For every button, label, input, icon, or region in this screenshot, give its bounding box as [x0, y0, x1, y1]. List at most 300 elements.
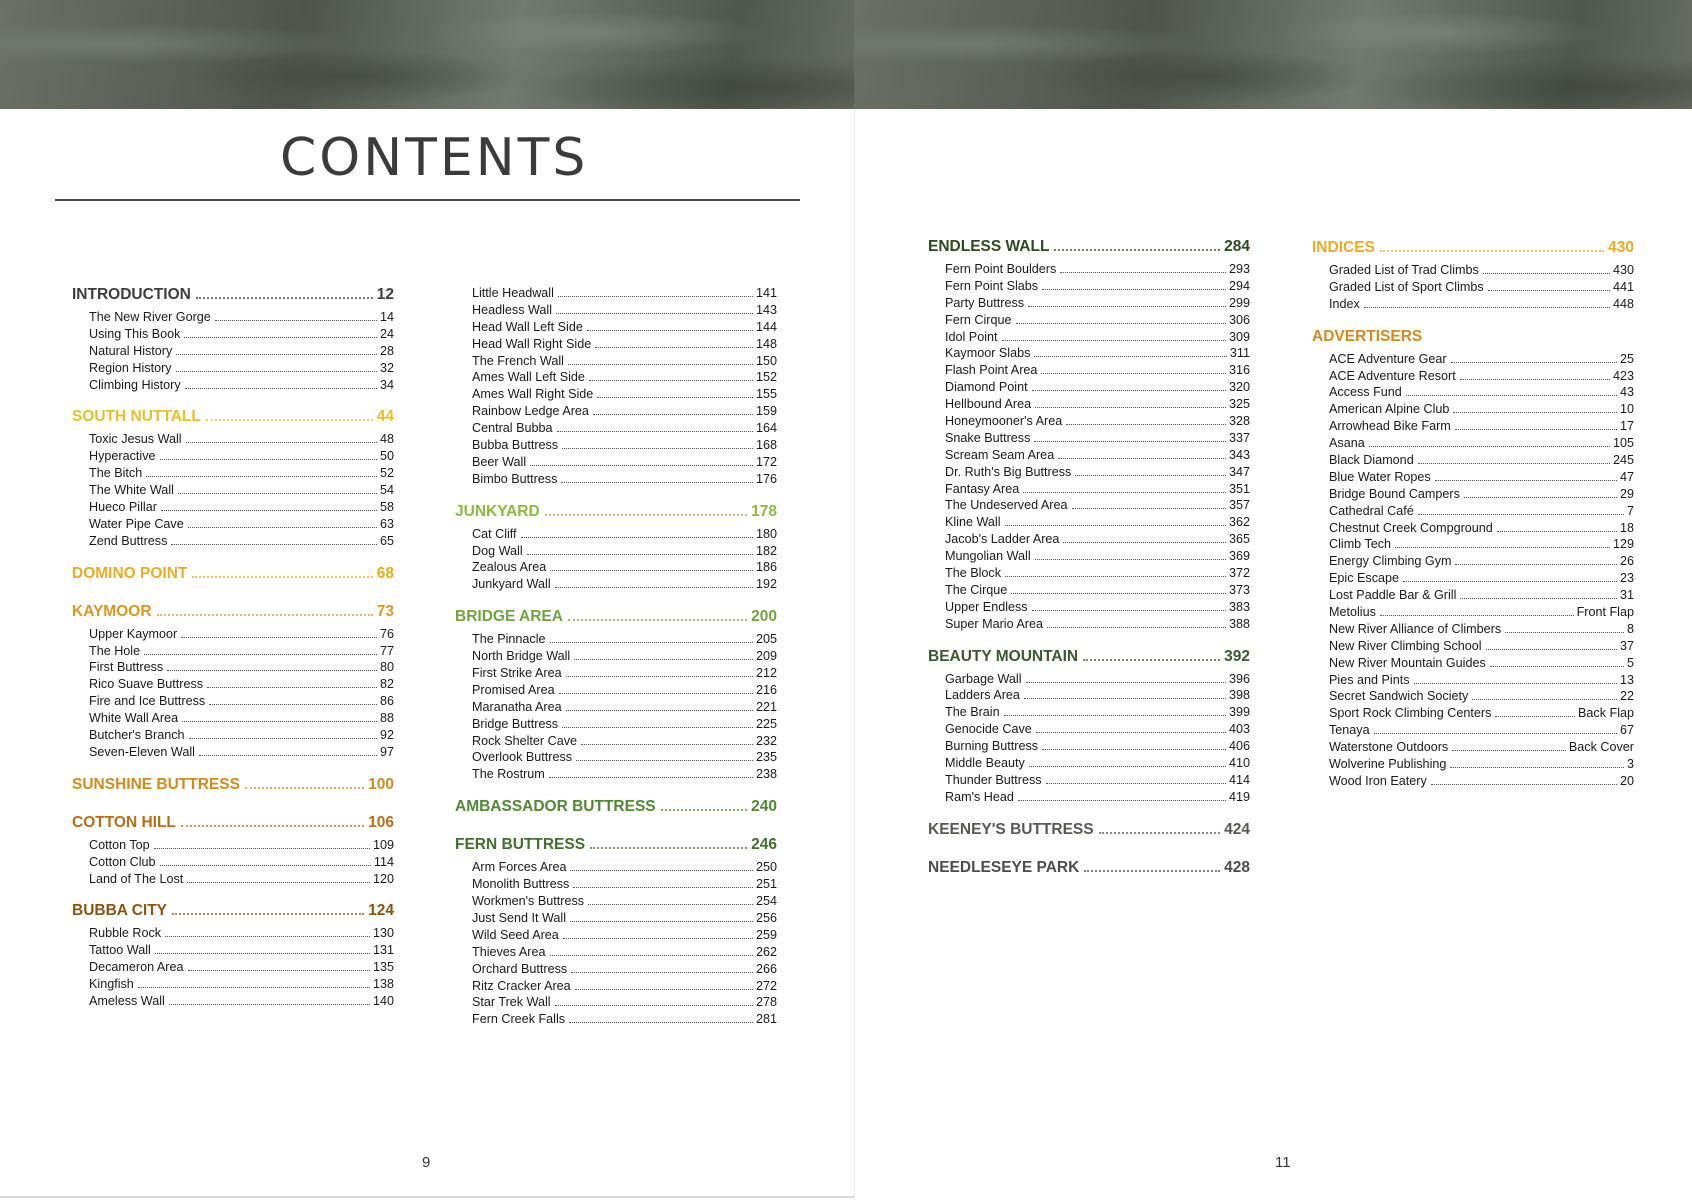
dot-leader [1406, 395, 1617, 396]
toc-entry[interactable] [472, 577, 777, 594]
toc-entry[interactable] [89, 517, 394, 534]
toc-entry[interactable] [472, 472, 777, 489]
toc-entry[interactable] [1329, 504, 1634, 521]
toc-entry[interactable] [945, 566, 1250, 583]
dot-leader [1453, 412, 1617, 413]
toc-entry[interactable] [1329, 537, 1634, 554]
toc-entry[interactable] [472, 404, 777, 421]
dot-leader [569, 1022, 753, 1023]
toc-entry[interactable] [472, 649, 777, 666]
dot-leader [1004, 715, 1226, 716]
toc-entry[interactable] [1329, 280, 1634, 297]
entry-page: 155 [755, 387, 777, 402]
entry-page: 399 [1228, 705, 1250, 720]
dot-leader [1035, 407, 1226, 408]
dot-leader [167, 670, 377, 671]
section-page: 124 [368, 902, 394, 920]
entry-name: Cotton Top [89, 837, 150, 852]
dot-leader [1099, 832, 1221, 834]
toc-entry[interactable] [472, 354, 777, 371]
entry-page: 403 [1228, 722, 1250, 737]
entry-name: Region History [89, 360, 172, 375]
toc-entry[interactable] [945, 688, 1250, 705]
toc-entry[interactable] [1329, 656, 1634, 673]
dot-leader [1455, 429, 1617, 430]
entry-page: 138 [372, 977, 394, 992]
entry-name: Secret Sandwich Society [1329, 689, 1469, 704]
entry-page: 105 [1612, 436, 1634, 451]
dot-leader [588, 904, 753, 905]
section-gap [928, 807, 1250, 821]
dot-leader [165, 936, 370, 937]
toc-entry[interactable] [472, 767, 777, 784]
toc-entry[interactable] [1329, 453, 1634, 470]
toc-entry[interactable] [945, 296, 1250, 313]
entry-page: 347 [1228, 464, 1250, 479]
section-heading[interactable] [72, 814, 394, 834]
toc-entry[interactable] [1329, 487, 1634, 504]
section-title: FERN BUTTRESS [455, 836, 586, 854]
toc-entry[interactable] [472, 683, 777, 700]
dot-leader [1075, 475, 1226, 476]
toc-entry[interactable] [472, 527, 777, 544]
entry-page: 448 [1612, 296, 1634, 311]
section-heading[interactable] [455, 798, 777, 818]
toc-entry[interactable] [472, 860, 777, 877]
section-gap [455, 822, 777, 836]
toc-entry[interactable] [472, 979, 777, 996]
toc-entry[interactable] [472, 700, 777, 717]
section-heading[interactable] [928, 238, 1250, 258]
toc-entry[interactable] [89, 310, 394, 327]
toc-entry[interactable] [472, 560, 777, 577]
dot-leader [155, 953, 370, 954]
dot-leader [176, 371, 377, 372]
section-page: 428 [1224, 858, 1250, 876]
toc-entry[interactable] [89, 432, 394, 449]
section-page: 106 [368, 813, 394, 831]
section-page: 178 [751, 502, 777, 520]
toc-entry[interactable] [472, 945, 777, 962]
section-heading[interactable] [72, 286, 394, 306]
entry-page: 20 [1619, 773, 1634, 788]
entry-page: 419 [1228, 789, 1250, 804]
entry-name: Land of The Lost [89, 871, 184, 886]
toc-entry[interactable] [945, 532, 1250, 549]
entry-name: Ames Wall Right Side [472, 387, 594, 402]
section-title: INDICES [1312, 239, 1375, 256]
toc-entry[interactable] [1329, 263, 1634, 280]
entry-page: 423 [1612, 368, 1634, 383]
toc-entry[interactable] [945, 465, 1250, 482]
entry-page: 325 [1228, 397, 1250, 412]
dot-leader [1490, 666, 1624, 667]
toc-entry[interactable] [1329, 588, 1634, 605]
dot-leader [1029, 766, 1226, 767]
toc-entry[interactable] [472, 928, 777, 945]
toc-entry[interactable] [472, 421, 777, 438]
entry-page: 414 [1228, 772, 1250, 787]
toc-entry[interactable] [1329, 402, 1634, 419]
section-heading[interactable] [928, 821, 1250, 841]
toc-entry[interactable] [1329, 723, 1634, 740]
toc-entry[interactable] [89, 500, 394, 517]
toc-entry[interactable] [945, 773, 1250, 790]
entry-name: The Bitch [89, 466, 143, 481]
toc-entry[interactable] [1329, 689, 1634, 706]
entry-page: 144 [755, 319, 777, 334]
toc-entry[interactable] [89, 361, 394, 378]
entry-name: Metolius [1329, 605, 1376, 620]
toc-entry[interactable] [89, 855, 394, 872]
entry-page: 259 [755, 927, 777, 942]
toc-entry[interactable] [945, 279, 1250, 296]
rock-texture-banner-left [0, 0, 854, 109]
section-heading[interactable] [928, 859, 1250, 879]
entry-name: Water Pipe Cave [89, 516, 184, 531]
toc-entry[interactable] [945, 346, 1250, 363]
toc-entry[interactable] [1329, 369, 1634, 386]
entry-name: New River Alliance of Climbers [1329, 621, 1502, 636]
toc-entry[interactable] [945, 482, 1250, 499]
entry-name: Burning Buttress [945, 739, 1039, 754]
dot-leader [550, 955, 753, 956]
toc-entry[interactable] [1329, 521, 1634, 538]
entry-name: Access Fund [1329, 385, 1402, 400]
entry-name: Ritz Cracker Area [472, 978, 571, 993]
toc-entry[interactable] [472, 286, 777, 303]
toc-entry[interactable] [945, 549, 1250, 566]
entry-name: Chestnut Creek Compground [1329, 520, 1493, 535]
dot-leader [581, 744, 753, 745]
toc-entry[interactable] [89, 728, 394, 745]
dot-leader [1488, 290, 1610, 291]
toc-entry[interactable] [945, 448, 1250, 465]
toc-entry[interactable] [945, 617, 1250, 634]
dot-leader [575, 989, 753, 990]
section-heading[interactable] [72, 603, 394, 623]
section-gap [72, 800, 394, 814]
entry-name: Epic Escape [1329, 571, 1400, 586]
toc-column-2 [455, 286, 777, 1029]
dot-leader [1450, 767, 1624, 768]
dot-leader [1431, 784, 1617, 785]
entry-page: 441 [1612, 279, 1634, 294]
section-title: BUBBA CITY [72, 902, 168, 920]
toc-entry[interactable] [472, 387, 777, 404]
toc-entry[interactable] [89, 694, 394, 711]
entry-page: 28 [379, 343, 394, 358]
entry-name: ACE Adventure Gear [1329, 351, 1447, 366]
toc-entry[interactable] [89, 838, 394, 855]
section-heading[interactable] [72, 776, 394, 796]
toc-entry[interactable] [1329, 757, 1634, 774]
entry-name: Fern Creek Falls [472, 1012, 566, 1027]
entry-page: 232 [755, 733, 777, 748]
entry-name: Dr. Ruth's Big Buttress [945, 464, 1072, 479]
toc-entry[interactable] [89, 644, 394, 661]
toc-entry[interactable] [1329, 385, 1634, 402]
dot-leader [1058, 458, 1226, 459]
section-heading[interactable] [72, 565, 394, 585]
entry-name: Sport Rock Climbing Centers [1329, 706, 1492, 721]
toc-entry[interactable] [89, 466, 394, 483]
entry-page: 5 [1626, 655, 1634, 670]
dot-leader [521, 537, 753, 538]
toc-entry[interactable] [945, 739, 1250, 756]
entry-name: Bridge Bound Campers [1329, 486, 1460, 501]
entry-page: 54 [379, 483, 394, 498]
toc-entry[interactable] [945, 380, 1250, 397]
section-heading[interactable] [928, 648, 1250, 668]
section-heading[interactable] [455, 836, 777, 856]
dot-leader [160, 865, 371, 866]
entry-page: 186 [755, 560, 777, 575]
toc-entry[interactable] [945, 756, 1250, 773]
dot-leader [568, 364, 753, 365]
entry-name: Genocide Cave [945, 722, 1032, 737]
entry-page: 3 [1626, 757, 1634, 772]
toc-entry[interactable] [472, 894, 777, 911]
entry-name: Rainbow Ledge Area [472, 404, 589, 419]
toc-entry[interactable] [472, 877, 777, 894]
entry-name: Hyperactive [89, 449, 156, 464]
dot-leader [181, 637, 377, 638]
toc-entry[interactable] [1329, 352, 1634, 369]
dot-leader [184, 337, 377, 338]
entry-page: 13 [1619, 672, 1634, 687]
entry-page: 58 [379, 500, 394, 515]
entry-name: Bimbo Buttress [472, 471, 558, 486]
entry-page: 114 [373, 854, 394, 869]
toc-entry[interactable] [89, 483, 394, 500]
toc-entry[interactable] [945, 414, 1250, 431]
toc-entry[interactable] [945, 262, 1250, 279]
toc-entry[interactable] [89, 872, 394, 889]
toc-entry[interactable] [1329, 436, 1634, 453]
dot-leader [1435, 480, 1617, 481]
toc-entry[interactable] [89, 327, 394, 344]
entry-name: Upper Endless [945, 599, 1028, 614]
entry-name: Headless Wall [472, 302, 553, 317]
entry-name: Tenaya [1329, 723, 1370, 738]
toc-entry[interactable] [472, 717, 777, 734]
section-gap [72, 394, 394, 408]
dot-leader [1452, 750, 1566, 751]
toc-entry[interactable] [945, 790, 1250, 807]
toc-entry[interactable] [1329, 297, 1634, 314]
section-gap [1312, 314, 1634, 328]
toc-entry[interactable] [472, 544, 777, 561]
entry-name: Maranatha Area [472, 699, 562, 714]
entry-name: The Block [945, 566, 1001, 581]
toc-entry[interactable] [89, 711, 394, 728]
heading-spacer [928, 879, 1250, 883]
toc-entry[interactable] [472, 370, 777, 387]
toc-entry[interactable] [945, 330, 1250, 347]
section-heading[interactable] [72, 408, 394, 428]
dot-leader [1497, 531, 1617, 532]
dot-leader [1034, 356, 1227, 357]
entry-page: 8 [1626, 621, 1634, 636]
entry-page: 148 [755, 336, 777, 351]
toc-entry[interactable] [945, 515, 1250, 532]
entry-name: The Cirque [945, 582, 1008, 597]
entry-page: 159 [755, 404, 777, 419]
section-title: ADVERTISERS [1312, 327, 1423, 345]
entry-page: 388 [1228, 616, 1250, 631]
toc-entry[interactable] [1329, 554, 1634, 571]
toc-entry[interactable] [1329, 470, 1634, 487]
section-title: SUNSHINE BUTTRESS [72, 775, 240, 793]
dot-leader [550, 570, 753, 571]
entry-page: 176 [755, 471, 777, 486]
toc-entry[interactable] [1329, 706, 1634, 723]
entry-page: 209 [755, 649, 777, 664]
section-page: 44 [376, 408, 394, 426]
toc-entry[interactable] [1329, 571, 1634, 588]
toc-entry[interactable] [89, 534, 394, 551]
dot-leader [1414, 683, 1617, 684]
section-heading[interactable] [455, 608, 777, 628]
toc-entry[interactable] [945, 498, 1250, 515]
section-page: 430 [1608, 239, 1634, 256]
toc-entry[interactable] [945, 397, 1250, 414]
entry-page: 32 [379, 360, 394, 375]
section-gap [72, 888, 394, 902]
dot-leader [171, 544, 377, 545]
section-title: ENDLESS WALL [928, 238, 1050, 255]
toc-entry[interactable] [89, 378, 394, 395]
entry-name: The Pinnacle [472, 632, 546, 647]
toc-entry[interactable] [1329, 639, 1634, 656]
dot-leader [1032, 610, 1226, 611]
entry-name: Wolverine Publishing [1329, 757, 1447, 772]
dot-leader [549, 777, 753, 778]
toc-entry[interactable] [945, 600, 1250, 617]
toc-entry[interactable] [472, 303, 777, 320]
entry-page: Front Flap [1576, 605, 1634, 620]
toc-entry[interactable] [89, 994, 394, 1011]
entry-name: Kingfish [89, 977, 134, 992]
toc-entry[interactable] [1329, 673, 1634, 690]
entry-name: Ram's Head [945, 789, 1014, 804]
toc-entry[interactable] [945, 583, 1250, 600]
entry-name: The Rostrum [472, 767, 545, 782]
section-title: JUNKYARD [455, 502, 540, 520]
toc-entry[interactable] [472, 632, 777, 649]
toc-entry[interactable] [89, 660, 394, 677]
toc-entry[interactable] [1329, 419, 1634, 436]
entry-name: Thieves Area [472, 944, 546, 959]
dot-leader [570, 921, 753, 922]
dot-leader [176, 354, 377, 355]
section-page: 246 [751, 836, 777, 854]
dot-leader [1455, 564, 1617, 565]
toc-entry[interactable] [472, 911, 777, 928]
toc-entry[interactable] [945, 313, 1250, 330]
toc-entry[interactable] [89, 977, 394, 994]
toc-entry[interactable] [89, 960, 394, 977]
toc-entry[interactable] [945, 722, 1250, 739]
toc-entry[interactable] [472, 995, 777, 1012]
toc-entry[interactable] [1329, 622, 1634, 639]
entry-page: 63 [379, 516, 394, 531]
section-title: KAYMOOR [72, 602, 152, 620]
entry-page: 281 [755, 1012, 777, 1027]
toc-entry[interactable] [89, 627, 394, 644]
section-heading[interactable] [72, 902, 394, 922]
dot-leader [1046, 783, 1226, 784]
dot-leader [562, 448, 753, 449]
dot-leader [1060, 272, 1226, 273]
toc-entry[interactable] [89, 943, 394, 960]
entry-page: 92 [379, 728, 394, 743]
entry-name: Natural History [89, 343, 173, 358]
entry-page: 120 [372, 871, 394, 886]
entry-page: 266 [755, 961, 777, 976]
toc-entry[interactable] [945, 705, 1250, 722]
entry-page: 182 [755, 543, 777, 558]
toc-entry[interactable] [472, 438, 777, 455]
toc-entry[interactable] [472, 1012, 777, 1029]
toc-entry[interactable] [89, 677, 394, 694]
toc-entry[interactable] [472, 750, 777, 767]
entry-page: 141 [755, 286, 777, 300]
toc-entry[interactable] [89, 449, 394, 466]
entry-page: 238 [755, 767, 777, 782]
toc-entry[interactable] [472, 734, 777, 751]
entry-name: Fern Point Slabs [945, 278, 1039, 293]
section-heading[interactable] [455, 503, 777, 523]
entry-name: Just Send It Wall [472, 910, 567, 925]
toc-entry[interactable] [1329, 740, 1634, 757]
dot-leader [144, 654, 377, 655]
toc-entry[interactable] [472, 455, 777, 472]
toc-entry[interactable] [472, 337, 777, 354]
toc-entry[interactable] [1329, 605, 1634, 622]
entry-name: The Undeserved Area [945, 498, 1068, 513]
toc-entry[interactable] [89, 745, 394, 762]
toc-entry[interactable] [1329, 774, 1634, 791]
toc-entry[interactable] [945, 363, 1250, 380]
dot-leader [1472, 699, 1617, 700]
section-heading[interactable] [1312, 328, 1634, 348]
section-heading[interactable] [1312, 239, 1634, 259]
toc-entry[interactable] [472, 962, 777, 979]
dot-leader [182, 721, 377, 722]
section-page: 200 [751, 608, 777, 626]
dot-leader [160, 459, 377, 460]
entry-page: 47 [1619, 469, 1634, 484]
toc-entry[interactable] [472, 666, 777, 683]
entry-page: 398 [1228, 688, 1250, 703]
toc-entry[interactable] [89, 926, 394, 943]
section-page: 73 [376, 602, 394, 620]
entry-page: 383 [1228, 599, 1250, 614]
dot-leader [172, 913, 364, 915]
dot-leader [186, 442, 377, 443]
entry-page: 24 [379, 326, 394, 341]
entry-name: White Wall Area [89, 711, 179, 726]
entry-page: 216 [755, 682, 777, 697]
dot-leader [1005, 525, 1226, 526]
toc-entry[interactable] [945, 431, 1250, 448]
toc-entry[interactable] [472, 320, 777, 337]
entry-name: The White Wall [89, 483, 174, 498]
toc-entry[interactable] [945, 672, 1250, 689]
toc-entry[interactable] [89, 344, 394, 361]
